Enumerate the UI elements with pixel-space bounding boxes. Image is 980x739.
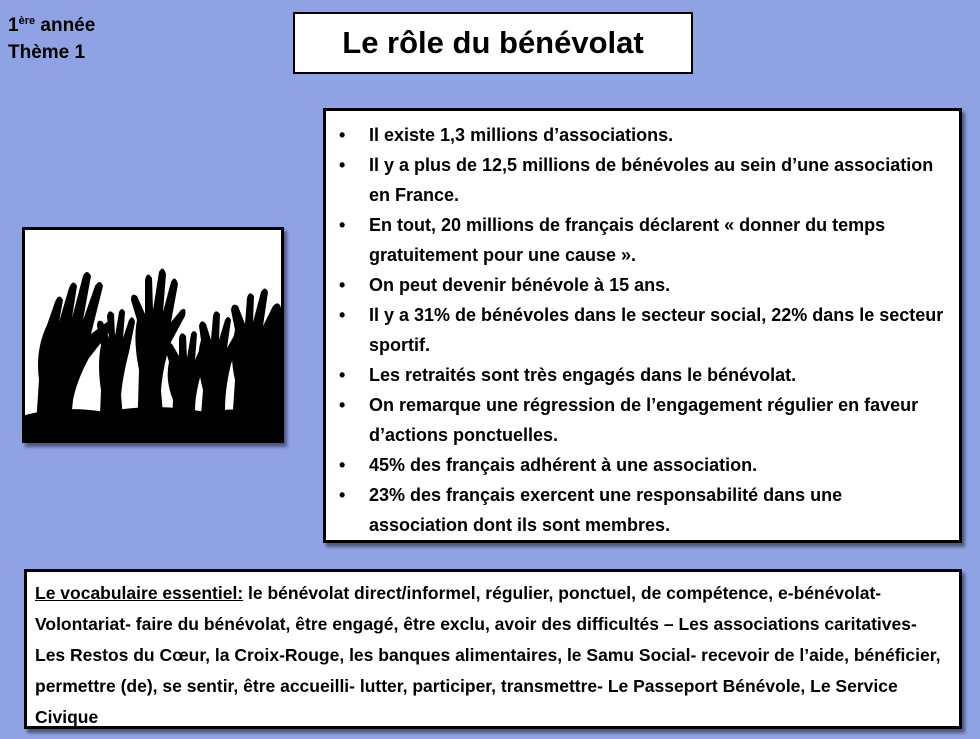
fact-item: • Il existe 1,3 millions d’associations.	[336, 120, 945, 150]
fact-item: • On peut devenir bénévole à 15 ans.	[336, 270, 945, 300]
facts-panel	[323, 108, 962, 543]
bullet-icon: •	[339, 275, 346, 295]
bullet-icon: •	[339, 305, 346, 325]
facts-list	[336, 120, 945, 540]
fact-item: • Il y a plus de 12,5 millions de bénévoles au sein d’une association en France.	[336, 150, 945, 210]
fact-item: • 45% des français adhérent à une association.	[336, 450, 945, 480]
vocabulary-panel	[24, 569, 962, 729]
bullet-icon: •	[339, 455, 346, 475]
bullet-icon: •	[339, 365, 346, 385]
vocabulary-text: le bénévolat direct/informel, régulier, ponctuel, de compétence, e-bénévolat- Volontariat- faire du bénévolat, être engagé, être exclu, avoir des difficultés – Les associations caritatives- Les Restos du Cœur, la Croix-Rouge, les banques alimentaires, le Samu Social- recevoir de l’aide, bénéficier, permettre (de), se sentir, être accueilli- lutter, participer, transmettre- Le Passeport Bénévole, Le Service Civique	[35, 583, 941, 727]
fact-item: • En tout, 20 millions de français déclarent « donner du temps gratuitement pour une cause ».	[336, 210, 945, 270]
bullet-icon: •	[339, 485, 346, 505]
page-title: Le rôle du bénévolat	[293, 12, 693, 74]
fact-item: • Il y a 31% de bénévoles dans le secteur social, 22% dans le secteur sportif.	[336, 300, 945, 360]
raised-hands-silhouette-icon	[25, 230, 281, 440]
bullet-icon: •	[339, 155, 346, 175]
vocabulary-label: Le vocabulaire essentiel:	[35, 583, 244, 603]
fact-item: • 23% des français exercent une responsabilité dans une association dont ils sont membres.	[336, 480, 945, 540]
bullet-icon: •	[339, 395, 346, 415]
year-label: 1ère année	[8, 15, 96, 36]
bullet-icon: •	[339, 215, 346, 235]
theme-label: Thème 1	[8, 42, 86, 63]
fact-item: • On remarque une régression de l’engagement régulier en faveur d’actions ponctuelles.	[336, 390, 945, 450]
bullet-icon: •	[339, 125, 346, 145]
raised-hands-image	[22, 227, 284, 443]
fact-item: • Les retraités sont très engagés dans le bénévolat.	[336, 360, 945, 390]
course-label	[8, 8, 95, 66]
